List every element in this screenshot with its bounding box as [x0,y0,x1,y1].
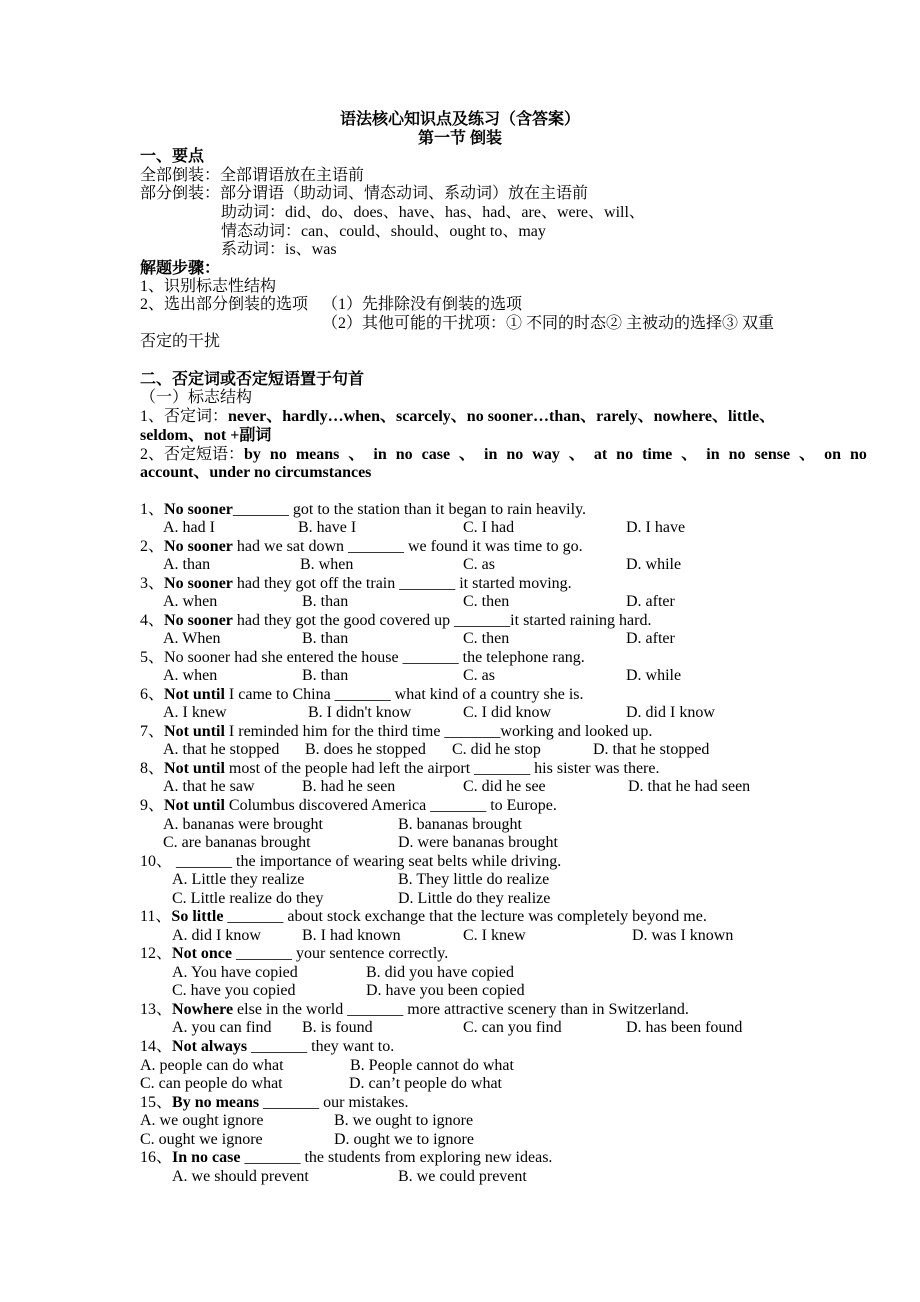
section1-heading: 一、要点 [140,148,205,165]
question-9 [140,796,557,815]
q9-option-c: C. are bananas brought [163,834,311,851]
q12-option-c: C. have you copied [172,982,296,999]
question-stem: had she entered the house _______ the telephone rang. [230,649,585,666]
negative-words-label: 1、否定词： [140,408,229,425]
q14-option-a: A. people can do what [140,1057,284,1074]
question-2 [140,537,583,556]
question-keyword: Not always [172,1038,248,1055]
question-keyword: Not until [164,760,225,777]
q3-option-c: C. then [463,593,510,610]
question-keyword: So little [171,908,224,925]
q5-option-c: C. as [463,667,495,684]
q4-option-b: B. than [302,630,349,647]
q4-option-c: C. then [463,630,510,647]
question-15 [140,1093,408,1112]
q16-option-b: B. we could prevent [398,1168,527,1185]
document-title: 语法核心知识点及练习（含答案） [339,111,580,128]
negative-phrases: by no means 、 in no case 、 in no way 、 at no time 、 in no sense 、 on no [244,446,867,463]
q5-option-d: D. while [626,667,682,684]
question-7 [140,722,652,741]
question-stem: _______ the importance of wearing seat belts while driving. [172,853,562,870]
question-number: 15、 [140,1094,173,1111]
q10-option-d: D. Little do they realize [398,890,551,907]
linking-verbs: 系动词：is、was [221,241,337,258]
question-keyword: Nowhere [172,1001,234,1018]
question-number: 12、 [140,945,173,962]
question-stem: most of the people had left the airport _______ his sister was there. [224,760,660,777]
question-number: 4、 [140,612,165,629]
negative-words-line [140,407,775,426]
q14-option-c: C. can people do what [140,1075,283,1092]
q8-option-c: C. did he see [463,778,546,795]
q7-option-a: A. that he stopped [163,741,280,758]
q10-option-a: A. Little they realize [172,871,305,888]
q7-option-d: D. that he stopped [593,741,710,758]
question-number: 10、 [140,853,173,870]
q7-option-c: C. did he stop [452,741,541,758]
q13-option-d: D. has been found [626,1019,743,1036]
question-16 [140,1148,552,1167]
q1-option-a: A. had I [163,519,215,536]
question-8 [140,759,659,778]
modal-verbs: 情态动词：can、could、should、ought to、may [221,223,546,240]
question-stem: _______ about stock exchange that the lecture was completely beyond me. [223,908,707,925]
step-2-a: （1）先排除没有倒装的选项 [322,296,523,313]
question-4 [140,611,651,630]
q1-option-c: C. I had [463,519,515,536]
question-keyword: Not until [164,723,225,740]
q7-option-b: B. does he stopped [305,741,426,758]
q1-option-b: B. have I [298,519,357,536]
question-1 [140,500,586,519]
full-inversion-rule: 全部倒装：全部谓语放在主语前 [140,167,365,184]
q2-option-b: B. when [300,556,354,573]
q12-option-d: D. have you been copied [366,982,525,999]
negative-words-continued: seldom、not +副词 [140,427,272,444]
q2-option-c: C. as [463,556,495,573]
question-number: 7、 [140,723,165,740]
question-number: 8、 [140,760,165,777]
question-keyword: No sooner [164,501,233,518]
section-subtitle: 第一节 倒装 [417,130,502,147]
question-11 [140,907,707,926]
question-keyword: No sooner [164,575,233,592]
q12-option-b: B. did you have copied [366,964,514,981]
q9-option-d: D. were bananas brought [398,834,558,851]
negative-phrases-continued: account、under no circumstances [140,464,372,481]
question-keyword: No sooner [164,538,233,555]
question-keyword: Not once [172,945,232,962]
question-stem: _______ got to the station than it began to rain heavily. [232,501,587,518]
q4-option-d: D. after [626,630,675,647]
q14-option-d: D. can’t people do what [349,1075,502,1092]
question-6 [140,685,584,704]
step-2: 2、选出部分倒装的选项 [140,296,309,313]
q6-option-b: B. I didn't know [308,704,412,721]
q11-option-c: C. I knew [463,927,526,944]
q8-option-a: A. that he saw [163,778,255,795]
partial-inversion-rule: 部分倒装：部分谓语（助动词、情态动词、系动词）放在主语前 [140,185,589,202]
question-10 [140,852,561,871]
question-keyword: Not until [164,797,225,814]
question-stem: had they got off the train _______ it started moving. [232,575,572,592]
question-stem: _______ they want to. [247,1038,395,1055]
question-stem: _______ the students from exploring new ideas. [240,1149,553,1166]
q3-option-b: B. than [302,593,349,610]
q15-option-a: A. we ought ignore [140,1112,264,1129]
q11-option-d: D. was I known [632,927,734,944]
q13-option-c: C. can you find [463,1019,562,1036]
q3-option-d: D. after [626,593,675,610]
question-number: 2、 [140,538,165,555]
q8-option-d: D. that he had seen [628,778,751,795]
auxiliary-verbs: 助动词：did、do、does、have、has、had、are、were、will、 [221,204,645,221]
question-number: 9、 [140,797,165,814]
question-3 [140,574,572,593]
q6-option-c: C. I did know [463,704,551,721]
step-1: 1、识别标志性结构 [140,278,277,295]
q4-option-a: A. When [163,630,221,647]
question-stem: _______ your sentence correctly. [232,945,449,962]
section2-heading: 二、否定词或否定短语置于句首 [140,371,365,388]
question-keyword: By no means [172,1094,260,1111]
question-number: 6、 [140,686,165,703]
question-stem: Columbus discovered America _______ to Europe. [224,797,557,814]
q14-option-b: B. People cannot do what [350,1057,514,1074]
q13-option-a: A. you can find [172,1019,272,1036]
q6-option-a: A. I knew [163,704,227,721]
question-number: 16、 [140,1149,173,1166]
negative-phrases-line [140,445,867,464]
question-number: 3、 [140,575,165,592]
question-stem: _______ our mistakes. [259,1094,409,1111]
question-stem: I came to China _______ what kind of a country she is. [224,686,584,703]
q15-option-d: D. ought we to ignore [334,1131,474,1148]
q3-option-a: A. when [163,593,218,610]
negative-words: never、hardly…when、scarcely、no sooner…than、rarely、nowhere、little、 [228,408,776,425]
question-keyword: No sooner [164,649,231,666]
question-stem: else in the world _______ more attractive scenery than in Switzerland. [233,1001,689,1018]
q5-option-a: A. when [163,667,218,684]
question-stem: had they got the good covered up _______it started raining hard. [232,612,652,629]
q15-option-b: B. we ought to ignore [334,1112,474,1129]
q5-option-b: B. than [302,667,349,684]
question-number: 1、 [140,501,165,518]
question-stem: had we sat down _______ we found it was time to go. [232,538,583,555]
step-2-b: （2）其他可能的干扰项：① 不同的时态② 主被动的选择③ 双重 [322,315,775,332]
q11-option-a: A. did I know [172,927,261,944]
negative-phrases-label: 2、否定短语： [140,446,245,463]
q15-option-c: C. ought we ignore [140,1131,263,1148]
question-number: 14、 [140,1038,173,1055]
question-5 [140,648,585,667]
q16-option-a: A. we should prevent [172,1168,309,1185]
question-number: 11、 [140,908,172,925]
q12-option-a: A. You have copied [172,964,298,981]
q2-option-d: D. while [626,556,682,573]
q10-option-c: C. Little realize do they [172,890,324,907]
question-keyword: No sooner [164,612,233,629]
q2-option-a: A. than [163,556,211,573]
q11-option-b: B. I had known [302,927,401,944]
q8-option-b: B. had he seen [302,778,396,795]
steps-heading: 解题步骤： [140,260,221,277]
question-13 [140,1000,689,1019]
q9-option-a: A. bananas were brought [163,816,323,833]
question-stem: I reminded him for the third time _______working and looked up. [224,723,653,740]
q1-option-d: D. I have [626,519,686,536]
q9-option-b: B. bananas brought [398,816,522,833]
step-2-b-continued: 否定的干扰 [140,333,221,350]
question-number: 5、 [140,649,165,666]
section2-subheading: （一）标志结构 [140,389,253,406]
question-12 [140,944,448,963]
question-keyword: In no case [172,1149,241,1166]
question-keyword: Not until [164,686,225,703]
question-number: 13、 [140,1001,173,1018]
question-14 [140,1037,394,1056]
q10-option-b: B. They little do realize [398,871,550,888]
q13-option-b: B. is found [302,1019,373,1036]
q6-option-d: D. did I know [626,704,715,721]
